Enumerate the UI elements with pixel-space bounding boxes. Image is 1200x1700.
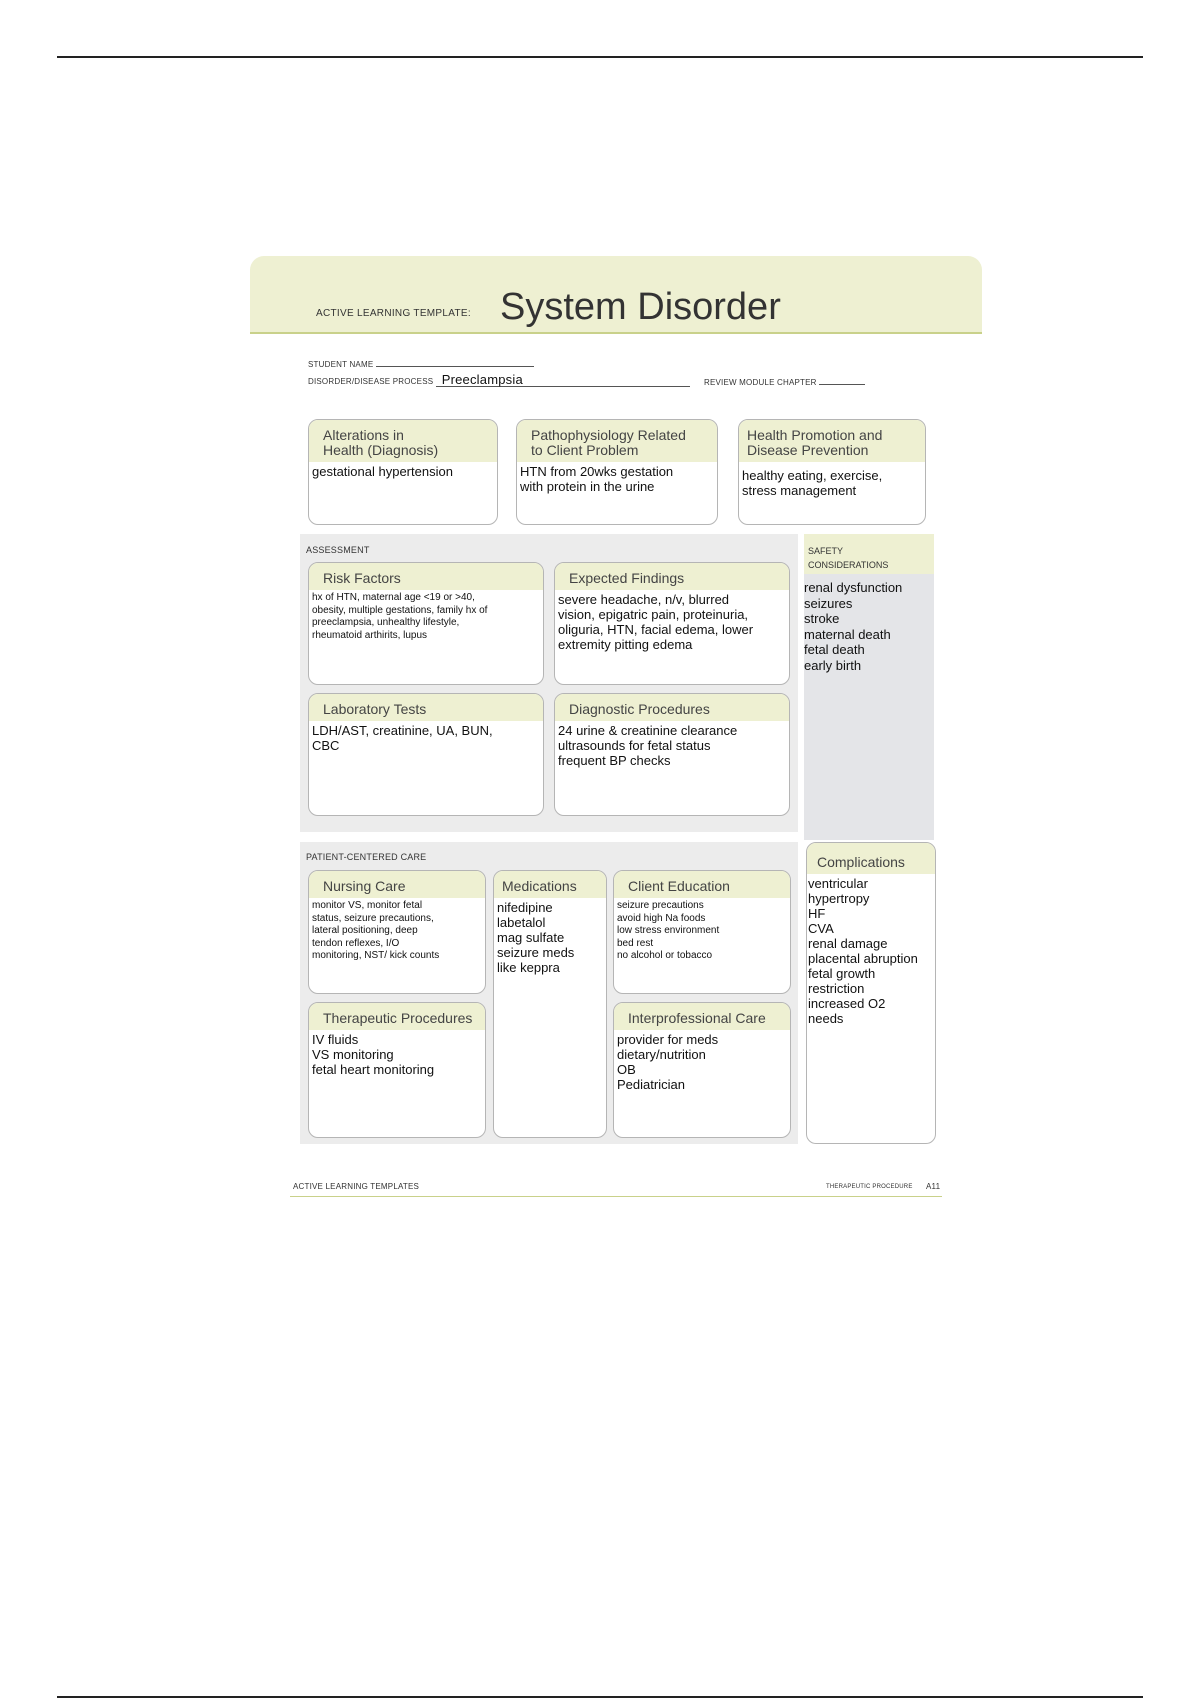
pathophysiology-box xyxy=(516,419,718,525)
template-label: ACTIVE LEARNING TEMPLATE: xyxy=(316,308,471,319)
therapeutic-procedures-body: IV fluids VS monitoring fetal heart monitoring xyxy=(312,1032,435,1077)
top-page-rule xyxy=(57,56,1143,58)
complications-body: ventricular hypertropy HF CVA renal damage placental abruption fetal growth restriction increased O2 needs xyxy=(808,876,918,1026)
expected-findings-title: Expected Findings xyxy=(555,563,789,590)
nursing-care-body: monitor VS, monitor fetal status, seizure precautions, lateral positioning, deep tendon reflexes, I/O monitoring, NST/ kick counts xyxy=(312,900,440,961)
client-education-title: Client Education xyxy=(614,871,790,898)
patient-centered-care-label: PATIENT-CENTERED CARE xyxy=(306,852,427,862)
safety-considerations-body: renal dysfunction seizures stroke maternal death fetal death early birth xyxy=(804,580,903,673)
therapeutic-procedures-box xyxy=(308,1002,486,1138)
pathophysiology-title: Pathophysiology Related to Client Problem xyxy=(517,420,717,462)
therapeutic-procedures-title: Therapeutic Procedures xyxy=(309,1003,485,1030)
diagnostic-procedures-box xyxy=(554,693,790,816)
disorder-row xyxy=(308,373,690,387)
laboratory-tests-body: LDH/AST, creatinine, UA, BUN, CBC xyxy=(312,723,493,753)
system-disorder-template xyxy=(250,256,982,1196)
review-module-label: REVIEW MODULE CHAPTER xyxy=(704,378,817,387)
health-promotion-title: Health Promotion and Disease Prevention xyxy=(739,420,925,462)
template-title: System Disorder xyxy=(500,286,781,328)
complications-title: Complications xyxy=(807,843,935,874)
template-header xyxy=(250,256,982,334)
review-module-row xyxy=(704,375,865,387)
patient-centered-care-panel xyxy=(300,842,798,1144)
review-module-field[interactable] xyxy=(819,375,865,385)
disorder-field[interactable] xyxy=(436,373,690,387)
interprofessional-care-title: Interprofessional Care xyxy=(614,1003,790,1030)
nursing-care-title: Nursing Care xyxy=(309,871,485,898)
student-name-field[interactable] xyxy=(376,357,534,367)
alterations-body: gestational hypertension xyxy=(312,464,453,479)
alterations-box xyxy=(308,419,498,525)
assessment-label: ASSESSMENT xyxy=(306,545,370,555)
student-name-label: STUDENT NAME xyxy=(308,360,374,369)
medications-box xyxy=(493,870,607,1138)
health-promotion-box xyxy=(738,419,926,525)
expected-findings-body: severe headache, n/v, blurred vision, epigatric pain, proteinuria, oliguria, HTN, facial edema, lower extremity pitting edema xyxy=(558,592,754,652)
safety-considerations-title: SAFETY CONSIDERATIONS xyxy=(804,534,934,574)
health-promotion-body: healthy eating, exercise, stress management xyxy=(742,468,883,498)
risk-factors-body: hx of HTN, maternal age <19 or >40, obesity, multiple gestations, family hx of preeclampsia, unhealthy lifestyle, rheumatoid arthirits, lupus xyxy=(312,592,488,641)
medications-body: nifedipine labetalol mag sulfate seizure meds like keppra xyxy=(497,900,575,975)
diagnostic-procedures-body: 24 urine & creatinine clearance ultrasounds for fetal status frequent BP checks xyxy=(558,723,738,768)
complications-box xyxy=(806,842,936,1144)
nursing-care-box xyxy=(308,870,486,994)
student-name-row xyxy=(308,357,534,369)
alterations-title: Alterations in Health (Diagnosis) xyxy=(309,420,497,462)
bottom-page-rule xyxy=(57,1696,1143,1698)
footer-right: THERAPEUTIC PROCEDURE xyxy=(826,1184,913,1190)
disorder-label: DISORDER/DISEASE PROCESS xyxy=(308,377,434,386)
safety-considerations-panel xyxy=(804,534,934,840)
laboratory-tests-title: Laboratory Tests xyxy=(309,694,543,721)
interprofessional-care-box xyxy=(613,1002,791,1138)
diagnostic-procedures-title: Diagnostic Procedures xyxy=(555,694,789,721)
medications-title: Medications xyxy=(494,871,606,898)
disorder-value: Preeclampsia xyxy=(441,372,523,387)
pathophysiology-body: HTN from 20wks gestation with protein in the urine xyxy=(520,464,674,494)
risk-factors-title: Risk Factors xyxy=(309,563,543,590)
footer-rule xyxy=(290,1196,942,1197)
expected-findings-box xyxy=(554,562,790,685)
client-education-body: seizure precautions avoid high Na foods low stress environment bed rest no alcohol or tobacco xyxy=(617,900,720,961)
footer-left: ACTIVE LEARNING TEMPLATES xyxy=(293,1182,420,1191)
client-education-box xyxy=(613,870,791,994)
footer-page-number: A11 xyxy=(926,1182,941,1191)
interprofessional-care-body: provider for meds dietary/nutrition OB Pediatrician xyxy=(617,1032,719,1092)
assessment-panel xyxy=(300,534,798,832)
laboratory-tests-box xyxy=(308,693,544,816)
risk-factors-box xyxy=(308,562,544,685)
